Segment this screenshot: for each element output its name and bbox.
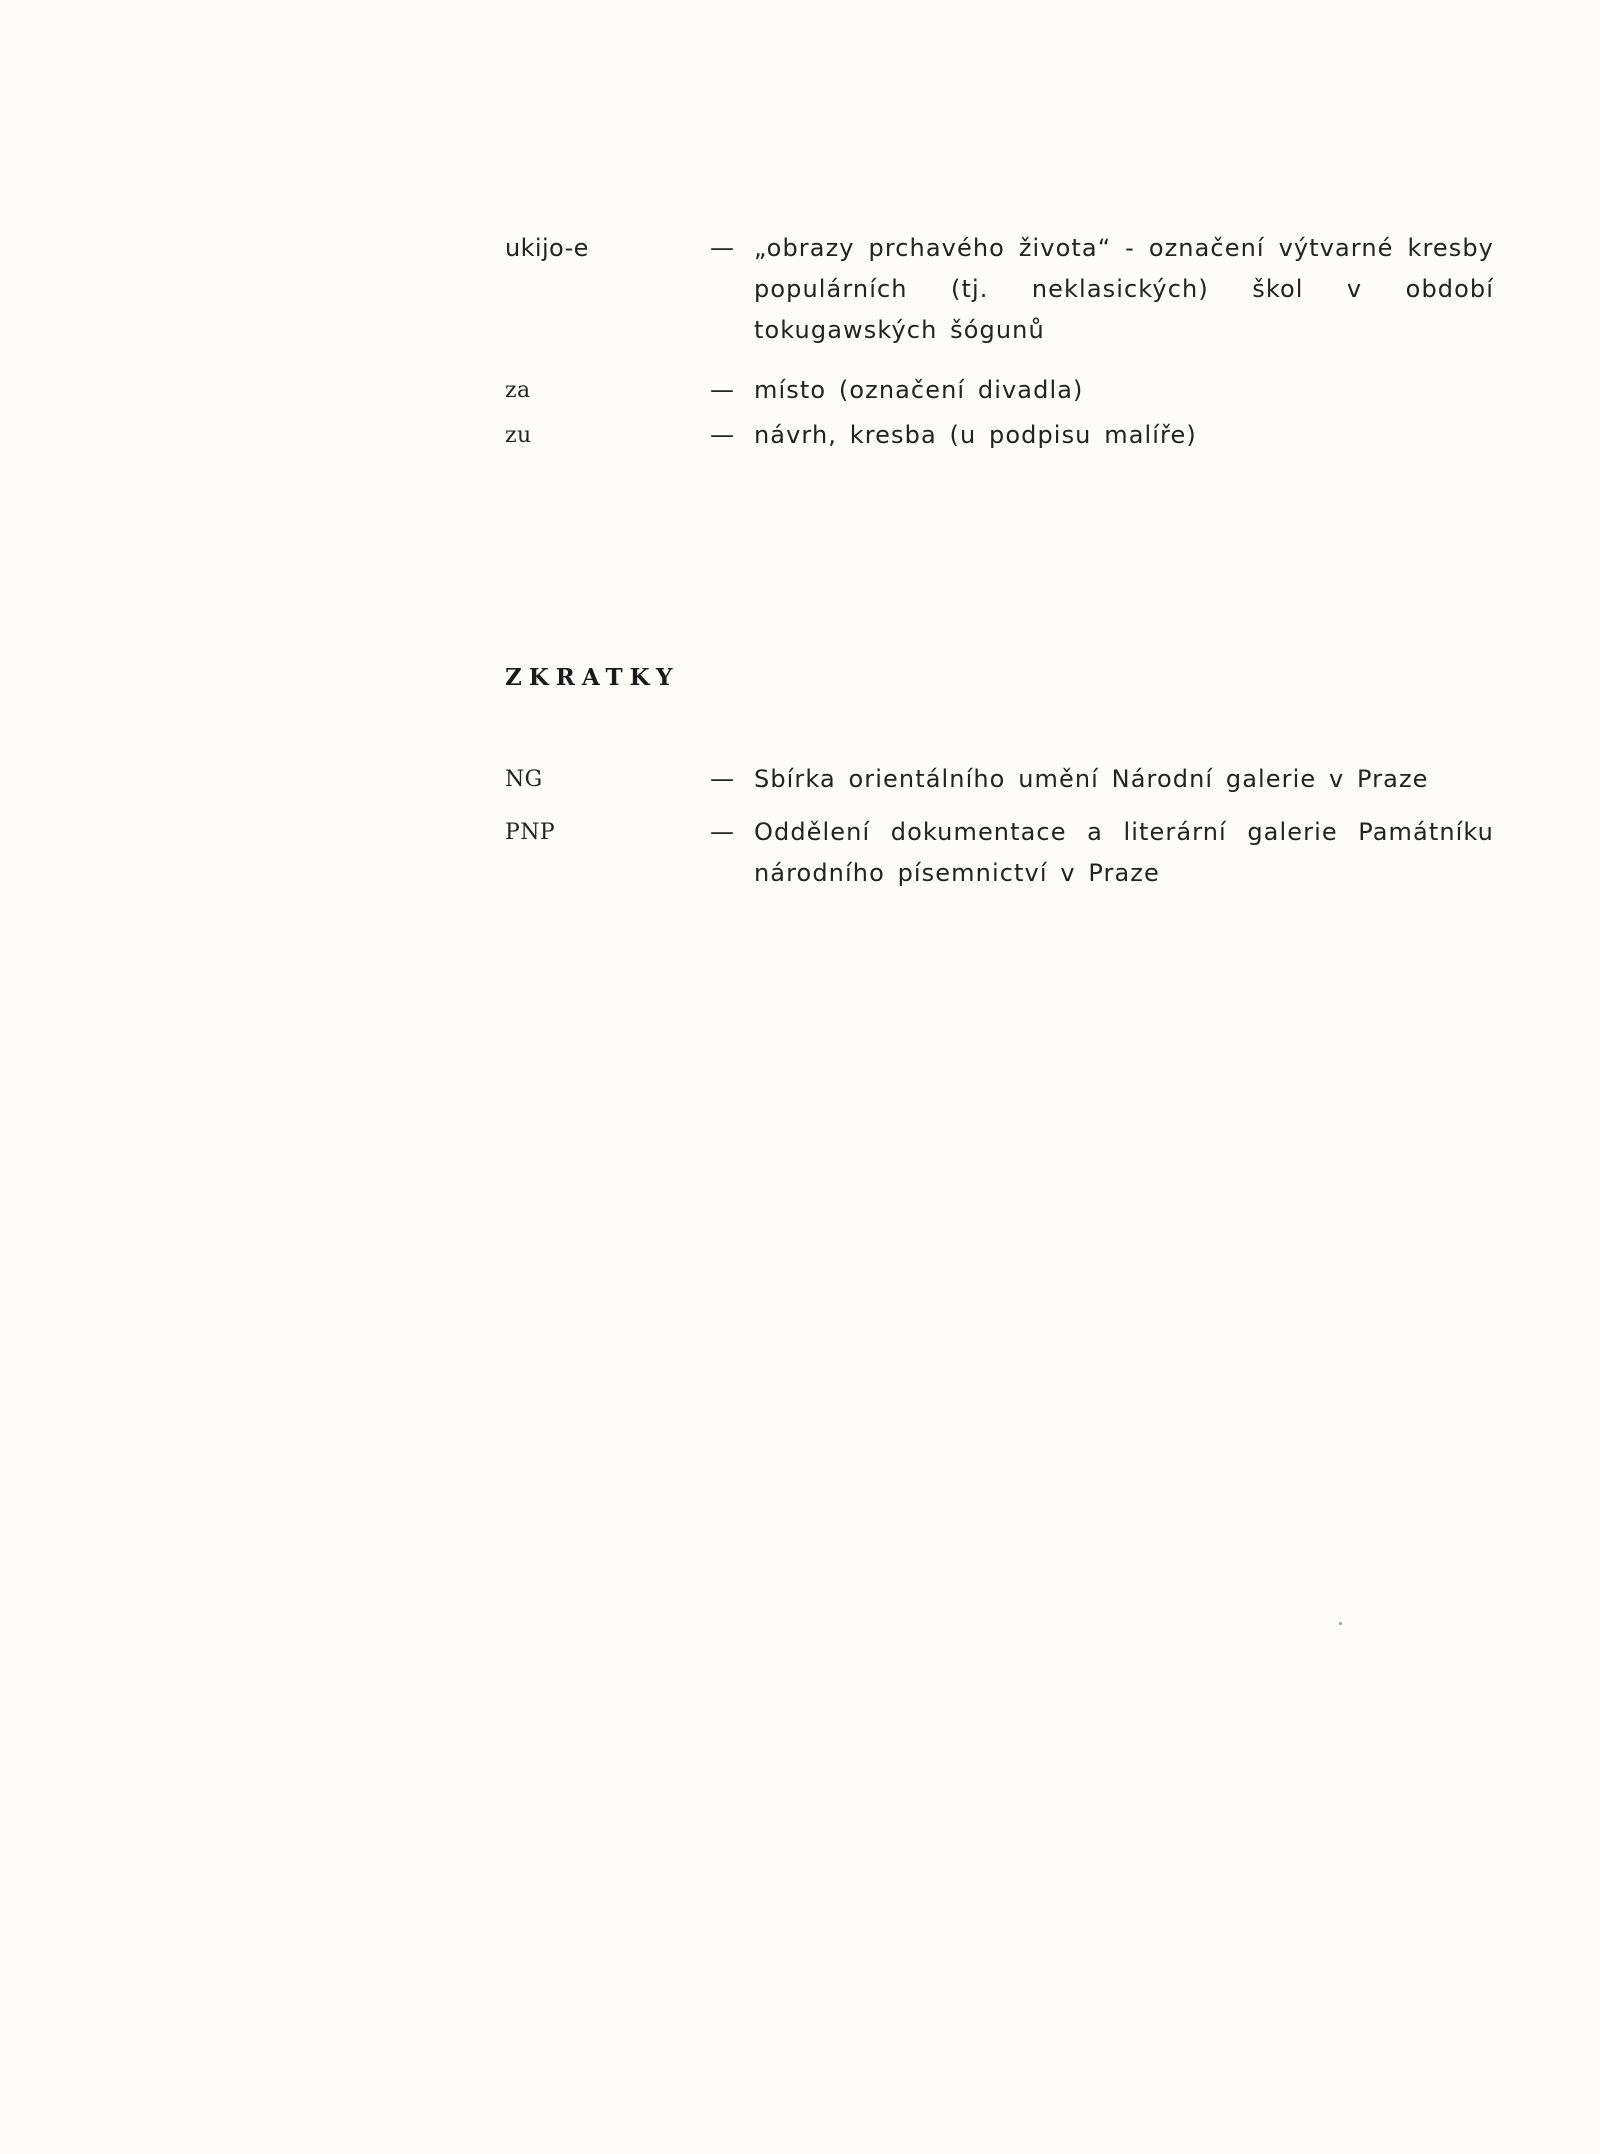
abbreviation-definition: Oddělení dokumentace a literární galerie Památníku národního písemnictví v Praze (754, 818, 1494, 887)
glossary-entry-ukijo-e (505, 228, 1505, 351)
glossary-entry-zu (505, 415, 1505, 456)
separator-dash: — (710, 376, 734, 404)
abbreviation-entry-ng (505, 759, 1505, 800)
abbreviation-term: PNP (505, 820, 556, 845)
glossary-entry-za (505, 370, 1505, 411)
glossary-definition: návrh, kresba (u podpisu malíře) (754, 421, 1197, 449)
glossary-term: zu (505, 423, 532, 448)
section-title-abbreviations: ZKRATKY (505, 664, 680, 691)
separator-dash: — (710, 421, 734, 449)
glossary-term: za (505, 378, 531, 403)
glossary-term: ukijo-e (505, 234, 589, 262)
separator-dash: — (710, 818, 734, 846)
separator-dash: — (710, 765, 734, 793)
glossary-definition: „obrazy prchavého života“ - označení výtvarné kresby populárních (tj. neklasických) škol v období tokugawských šógunů (754, 234, 1494, 344)
glossary-definition: místo (označení divadla) (754, 376, 1084, 404)
paper-speck (1339, 1622, 1342, 1625)
abbreviation-term: NG (505, 767, 543, 792)
abbreviation-definition: Sbírka orientálního umění Národní galerie v Praze (754, 765, 1429, 793)
separator-dash: — (710, 234, 734, 262)
abbreviation-entry-pnp (505, 812, 1505, 894)
